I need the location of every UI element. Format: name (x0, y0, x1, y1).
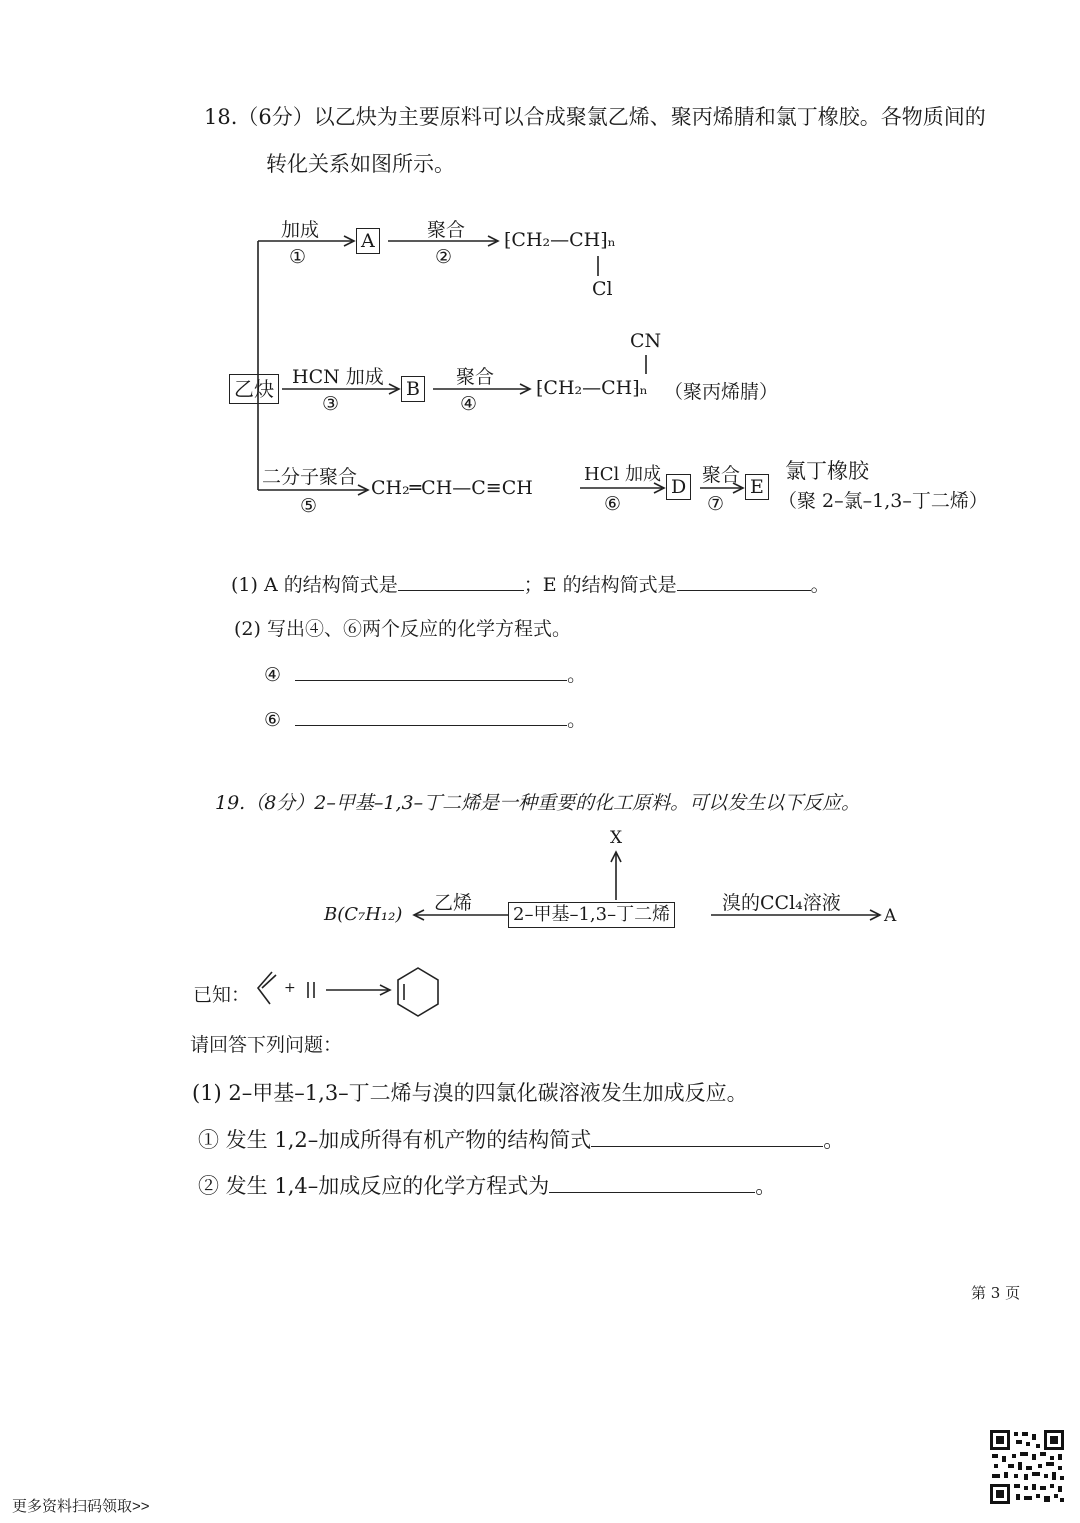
pan-structure: ⁅CH₂—CH⁆ₙ (536, 377, 648, 399)
acetylene-box: 乙炔 (229, 374, 279, 404)
pvc-substituent: Cl (592, 278, 613, 300)
reaction1-number: ① (289, 246, 307, 268)
reaction6-condition: HCl 加成 (584, 464, 661, 485)
compound-a-box: A (356, 228, 380, 254)
reaction7-number: ⑦ (707, 493, 725, 515)
qr-code-icon[interactable] (988, 1428, 1066, 1506)
eq6-label: ⑥ (264, 709, 282, 731)
reaction7-condition: 聚合 (702, 464, 741, 486)
reaction4-condition: 聚合 (456, 366, 495, 388)
answer-blank-12-addition[interactable] (591, 1128, 823, 1147)
compound-d-box: D (666, 474, 691, 500)
q18-sub1-a-label: (1) A 的结构简式是 (231, 574, 398, 596)
isoprene-box: 2–甲基–1,3–丁二烯 (508, 902, 675, 928)
q18-sub1-e-label: ；E 的结构简式是 (523, 574, 677, 596)
product-x-label: X (610, 828, 623, 848)
reaction3-number: ③ (322, 393, 340, 415)
eq4-end: 。 (567, 664, 587, 686)
vinylacetylene-structure: CH₂═CH—C≡CH (371, 477, 533, 499)
product-a-label: A (884, 906, 897, 926)
q19-sub1-2 (198, 1170, 776, 1200)
reaction2-number: ② (435, 246, 453, 268)
q19-sub1-1 (198, 1124, 844, 1154)
q19-header: 19.（8分）2–甲基–1,3–丁二烯是一种重要的化工原料。可以发生以下反应。 (215, 792, 861, 814)
q19-sub1-1-end: 。 (823, 1128, 845, 1152)
q19-sub1-2-end: 。 (755, 1174, 777, 1198)
reaction2-condition: 聚合 (427, 219, 466, 241)
q19-prompt: 请回答下列问题： (190, 1034, 343, 1056)
compound-e-box: E (745, 474, 769, 500)
plus-sign: + (284, 980, 296, 996)
reaction5-number: ⑤ (300, 495, 318, 517)
reaction3-condition: HCN 加成 (292, 366, 384, 388)
q19-sub1-2-text: ② 发生 1,4–加成反应的化学方程式为 (198, 1174, 550, 1198)
eq6-end: 。 (567, 709, 587, 731)
pan-substituent: CN (630, 330, 662, 352)
q18-header-line2: 转化关系如图所示。 (266, 152, 455, 176)
reaction1-condition: 加成 (281, 219, 320, 241)
compound-b-box: B (401, 376, 425, 402)
page-number: 第 3 页 (971, 1284, 1021, 1302)
product-b-label: B(C₇H₁₂) (324, 904, 403, 925)
known-label: 已知： (193, 984, 251, 1006)
q19-sub1-1-text: ① 发生 1,2–加成所得有机产物的结构简式 (198, 1128, 592, 1152)
pvc-structure: ⁅CH₂—CH⁆ₙ (504, 229, 616, 251)
reaction4-number: ④ (460, 393, 478, 415)
q19-sub1: (1) 2–甲基–1,3–丁二烯与溴的四氯化碳溶液发生加成反应。 (192, 1081, 748, 1105)
q18-sub1-end: 。 (810, 574, 830, 596)
more-resources-link[interactable]: 更多资料扫码领取>> (12, 1498, 150, 1515)
reaction6-number: ⑥ (604, 493, 622, 515)
chloroprene-polymer-name: （聚 2–氯–1,3–丁二烯） (778, 490, 988, 512)
pan-name: （聚丙烯腈） (664, 381, 779, 403)
q18-sub2: (2) 写出④、⑥两个反应的化学方程式。 (234, 618, 571, 640)
q18-header: 18.（6分）以乙炔为主要原料可以合成聚氯乙烯、聚丙烯腈和氯丁橡胶。各物质间的 (204, 105, 986, 129)
reaction5-condition: 二分子聚合 (262, 466, 358, 488)
bromine-reagent: 溴的CCl₄溶液 (722, 892, 841, 914)
ethylene-reagent: 乙烯 (434, 892, 473, 914)
chloroprene-rubber-name: 氯丁橡胶 (785, 459, 869, 483)
eq4-label: ④ (264, 664, 282, 686)
answer-blank-14-addition[interactable] (549, 1174, 755, 1193)
